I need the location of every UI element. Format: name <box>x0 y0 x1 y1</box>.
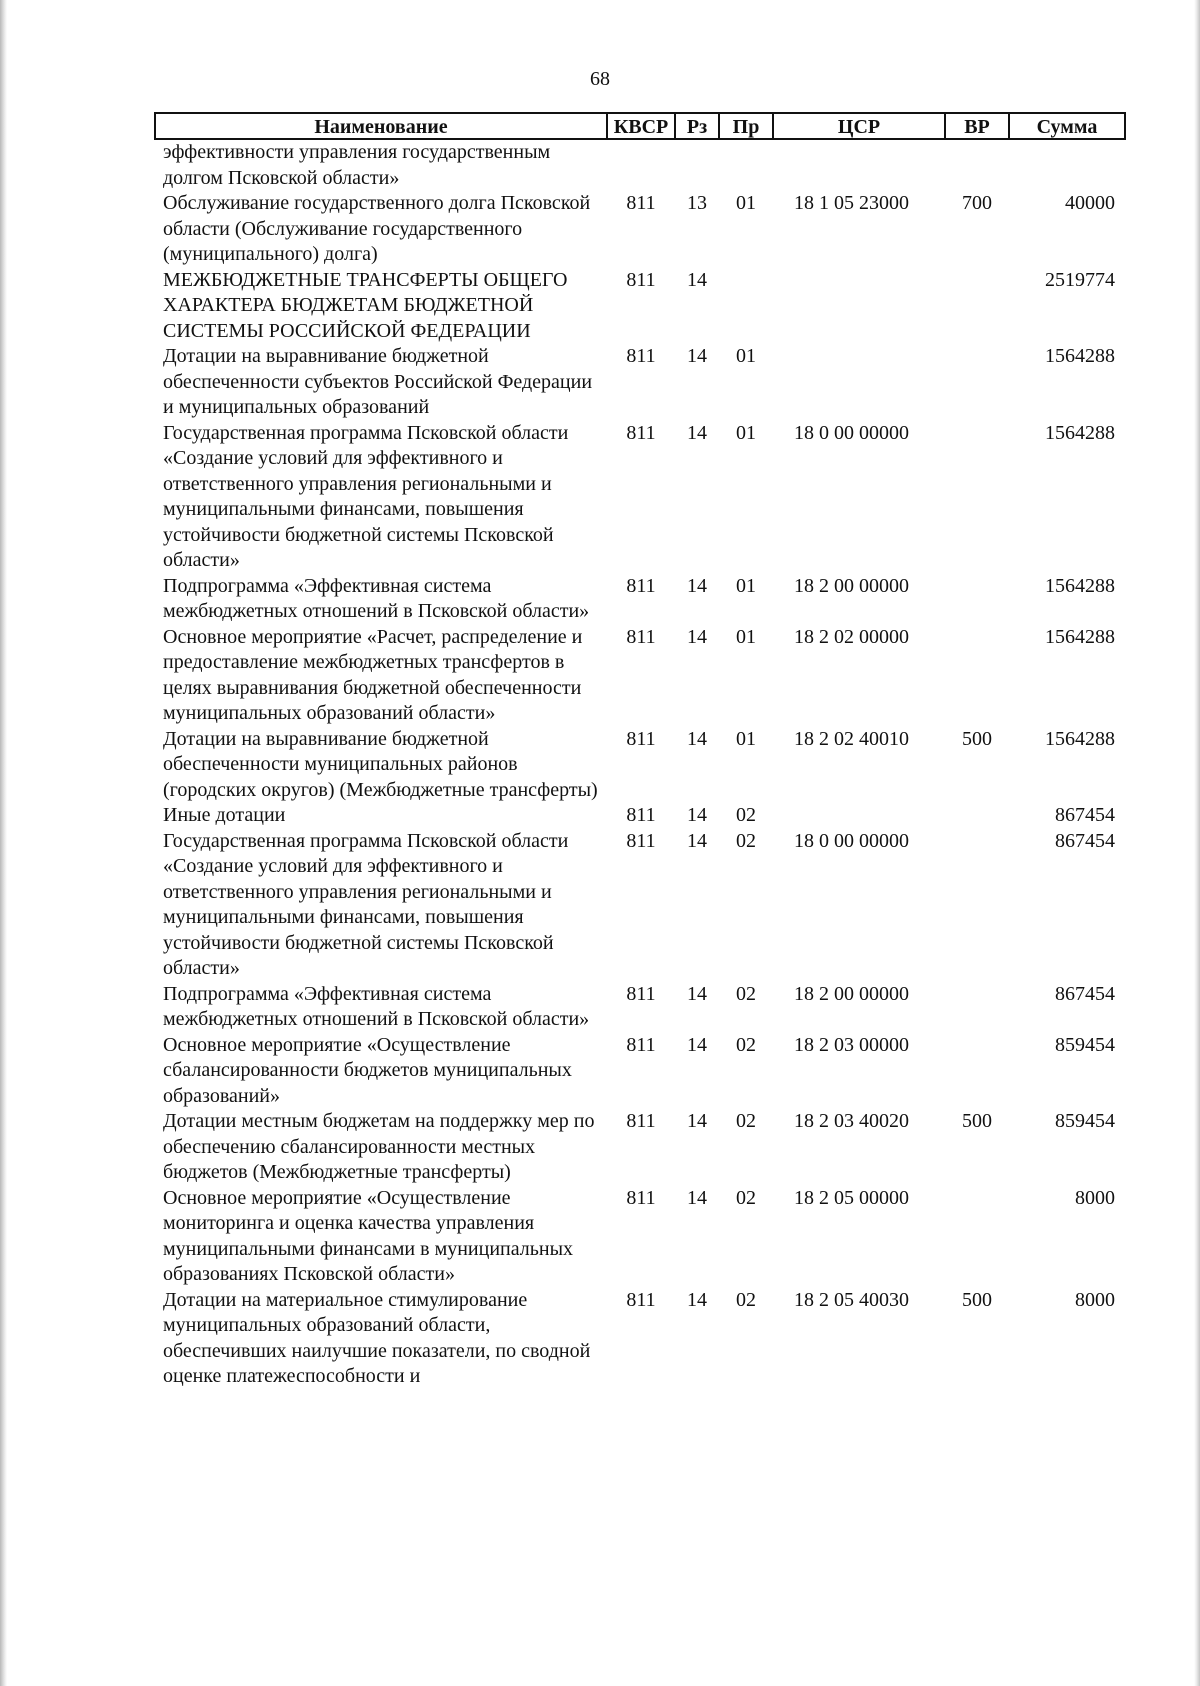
row-csr: 18 0 00 00000 <box>794 829 909 852</box>
row-name: Дотации на выравнивание бюджетной обеспеченности муниципальных районов (городских округов) (Межбюджетные трансферты) <box>163 727 598 801</box>
row-kvsr <box>607 139 675 191</box>
row-sum: 2519774 <box>1045 268 1115 291</box>
row-pr <box>719 139 773 191</box>
row-rz: 14 <box>687 1186 707 1209</box>
row-pr: 02 <box>736 829 756 852</box>
table-row <box>155 1288 1125 1390</box>
header-csr: ЦСР <box>773 113 945 139</box>
row-rz: 14 <box>687 268 707 291</box>
row-kvsr: 811 <box>626 1288 656 1311</box>
row-vr <box>945 803 1009 829</box>
row-sum: 1564288 <box>1045 574 1115 597</box>
row-sum: 1564288 <box>1045 625 1115 648</box>
row-vr <box>945 625 1009 727</box>
row-pr: 02 <box>736 1110 756 1132</box>
row-csr: 18 2 05 00000 <box>794 1186 909 1209</box>
row-sum: 867454 <box>1055 804 1115 826</box>
row-name: МЕЖБЮДЖЕТНЫЕ ТРАНСФЕРТЫ ОБЩЕГО ХАРАКТЕРА БЮДЖЕТАМ БЮДЖЕТНОЙ СИСТЕМЫ РОССИЙСКОЙ ФЕДЕРАЦИИ <box>163 268 568 342</box>
row-kvsr: 811 <box>626 345 656 367</box>
row-pr <box>719 268 773 345</box>
row-kvsr: 811 <box>626 421 656 444</box>
row-kvsr: 811 <box>626 982 656 1005</box>
row-csr: 18 2 03 00000 <box>794 1033 909 1056</box>
row-csr: 18 2 00 00000 <box>794 982 909 1005</box>
row-csr: 18 0 00 00000 <box>794 421 909 444</box>
row-rz: 14 <box>687 1288 707 1311</box>
row-vr <box>945 421 1009 574</box>
row-kvsr: 811 <box>626 829 656 852</box>
row-kvsr: 811 <box>626 1033 656 1056</box>
row-vr <box>945 268 1009 345</box>
row-name: Государственная программа Псковской области «Создание условий для эффективного и ответственного управления региональными и муниципальными финансами, повышения устойчивости бюджетной системы Псковской области» <box>163 421 569 571</box>
header-rz: Рз <box>675 113 719 139</box>
row-name: Дотации на материальное стимулирование муниципальных образований области, обеспечивших наилучшие показатели, по сводной оценке платежеспособности и <box>163 1288 591 1387</box>
row-rz: 14 <box>687 421 707 444</box>
table-row <box>155 1109 1125 1186</box>
table-row <box>155 139 1125 191</box>
header-kvsr: КВСР <box>607 113 675 139</box>
table-row <box>155 727 1125 804</box>
row-rz: 14 <box>687 829 707 852</box>
table-row <box>155 803 1125 829</box>
row-name: Дотации на выравнивание бюджетной обеспеченности субъектов Российской Федерации и муниципальных образований <box>163 345 593 418</box>
row-kvsr: 811 <box>626 1186 656 1209</box>
row-vr <box>945 829 1009 982</box>
row-name: Подпрограмма «Эффективная система межбюджетных отношений в Псковской области» <box>163 982 590 1030</box>
row-sum: 859454 <box>1055 1110 1115 1132</box>
row-rz: 14 <box>687 1033 707 1056</box>
budget-table <box>154 112 1126 1390</box>
table-row <box>155 191 1125 268</box>
row-vr <box>945 574 1009 625</box>
table-row <box>155 982 1125 1033</box>
row-sum: 1564288 <box>1045 345 1115 367</box>
row-csr: 18 2 03 40020 <box>794 1110 909 1132</box>
row-pr: 01 <box>736 192 756 214</box>
row-pr: 01 <box>736 727 756 750</box>
table-row <box>155 1033 1125 1110</box>
row-pr: 02 <box>736 1033 756 1056</box>
row-pr: 01 <box>736 421 756 444</box>
row-name: Основное мероприятие «Расчет, распределение и предоставление межбюджетных трансфертов в целях выравнивания бюджетной обеспеченности муниципальных образований области» <box>163 625 583 724</box>
row-sum: 867454 <box>1055 829 1115 852</box>
row-vr: 700 <box>962 192 992 214</box>
row-name: Государственная программа Псковской области «Создание условий для эффективного и ответственного управления региональными и муниципальными финансами, повышения устойчивости бюджетной системы Псковской области» <box>163 829 569 979</box>
row-csr: 18 2 05 40030 <box>794 1288 909 1311</box>
row-kvsr: 811 <box>626 192 656 214</box>
row-vr <box>945 1033 1009 1110</box>
row-pr: 01 <box>736 625 756 648</box>
row-name: эффективности управления государственным долгом Псковской области» <box>163 141 551 189</box>
row-name: Основное мероприятие «Осуществление мониторинга и оценка качества управления муниципальными финансами в муниципальных образованиях Псковской области» <box>163 1186 574 1285</box>
table-row <box>155 1186 1125 1288</box>
row-vr <box>945 1186 1009 1288</box>
scan-edge-right <box>1194 0 1200 1686</box>
row-pr: 02 <box>736 982 756 1005</box>
table-header-row <box>155 113 1125 139</box>
row-csr: 18 1 05 23000 <box>794 192 909 214</box>
header-pr: Пр <box>719 113 773 139</box>
row-sum: 867454 <box>1055 982 1115 1005</box>
row-rz: 14 <box>687 345 707 367</box>
row-csr <box>773 268 945 345</box>
row-pr: 02 <box>736 1288 756 1311</box>
row-vr: 500 <box>962 727 992 750</box>
row-csr: 18 2 02 40010 <box>794 727 909 750</box>
table-row <box>155 268 1125 345</box>
row-rz: 14 <box>687 574 707 597</box>
header-sum: Сумма <box>1009 113 1125 139</box>
table-row <box>155 625 1125 727</box>
header-name: Наименование <box>155 113 607 139</box>
row-pr: 01 <box>736 574 756 597</box>
row-rz: 14 <box>687 982 707 1005</box>
row-sum: 8000 <box>1075 1186 1115 1209</box>
row-csr <box>773 344 945 421</box>
row-name: Обслуживание государственного долга Псковской области (Обслуживание государственного (муниципального) долга) <box>163 192 591 265</box>
row-pr: 02 <box>736 1186 756 1209</box>
scan-edge-left <box>0 0 7 1686</box>
table-row <box>155 421 1125 574</box>
row-name: Дотации местным бюджетам на поддержку мер по обеспечению сбалансированности местных бюджетов (Межбюджетные трансферты) <box>163 1110 595 1183</box>
table-row <box>155 344 1125 421</box>
row-rz <box>675 139 719 191</box>
row-sum: 1564288 <box>1045 421 1115 444</box>
row-kvsr: 811 <box>626 727 656 750</box>
row-sum: 40000 <box>1065 192 1115 214</box>
row-vr <box>945 139 1009 191</box>
row-csr <box>773 139 945 191</box>
row-sum: 8000 <box>1075 1288 1115 1311</box>
row-sum <box>1009 139 1125 191</box>
row-rz: 14 <box>687 727 707 750</box>
table-row <box>155 829 1125 982</box>
row-csr: 18 2 00 00000 <box>794 574 909 597</box>
row-rz: 13 <box>687 192 707 214</box>
row-vr: 500 <box>962 1110 992 1132</box>
row-vr <box>945 344 1009 421</box>
row-name: Подпрограмма «Эффективная система межбюджетных отношений в Псковской области» <box>163 574 590 622</box>
row-vr <box>945 982 1009 1033</box>
row-csr: 18 2 02 00000 <box>794 625 909 648</box>
row-name: Основное мероприятие «Осуществление сбалансированности бюджетов муниципальных образований» <box>163 1033 572 1107</box>
row-vr: 500 <box>962 1288 992 1311</box>
row-sum: 1564288 <box>1045 727 1115 750</box>
row-pr: 01 <box>736 345 756 367</box>
row-rz: 14 <box>687 1110 707 1132</box>
header-vr: ВР <box>945 113 1009 139</box>
row-kvsr: 811 <box>626 804 656 826</box>
row-name: Иные дотации <box>163 804 286 826</box>
page-number: 68 <box>590 68 610 90</box>
row-kvsr: 811 <box>626 574 656 597</box>
row-csr <box>773 803 945 829</box>
row-rz: 14 <box>687 804 707 826</box>
row-pr: 02 <box>736 804 756 826</box>
row-kvsr: 811 <box>626 625 656 648</box>
row-kvsr: 811 <box>626 268 656 291</box>
row-rz: 14 <box>687 625 707 648</box>
table-row <box>155 574 1125 625</box>
row-kvsr: 811 <box>626 1110 656 1132</box>
row-sum: 859454 <box>1055 1033 1115 1056</box>
